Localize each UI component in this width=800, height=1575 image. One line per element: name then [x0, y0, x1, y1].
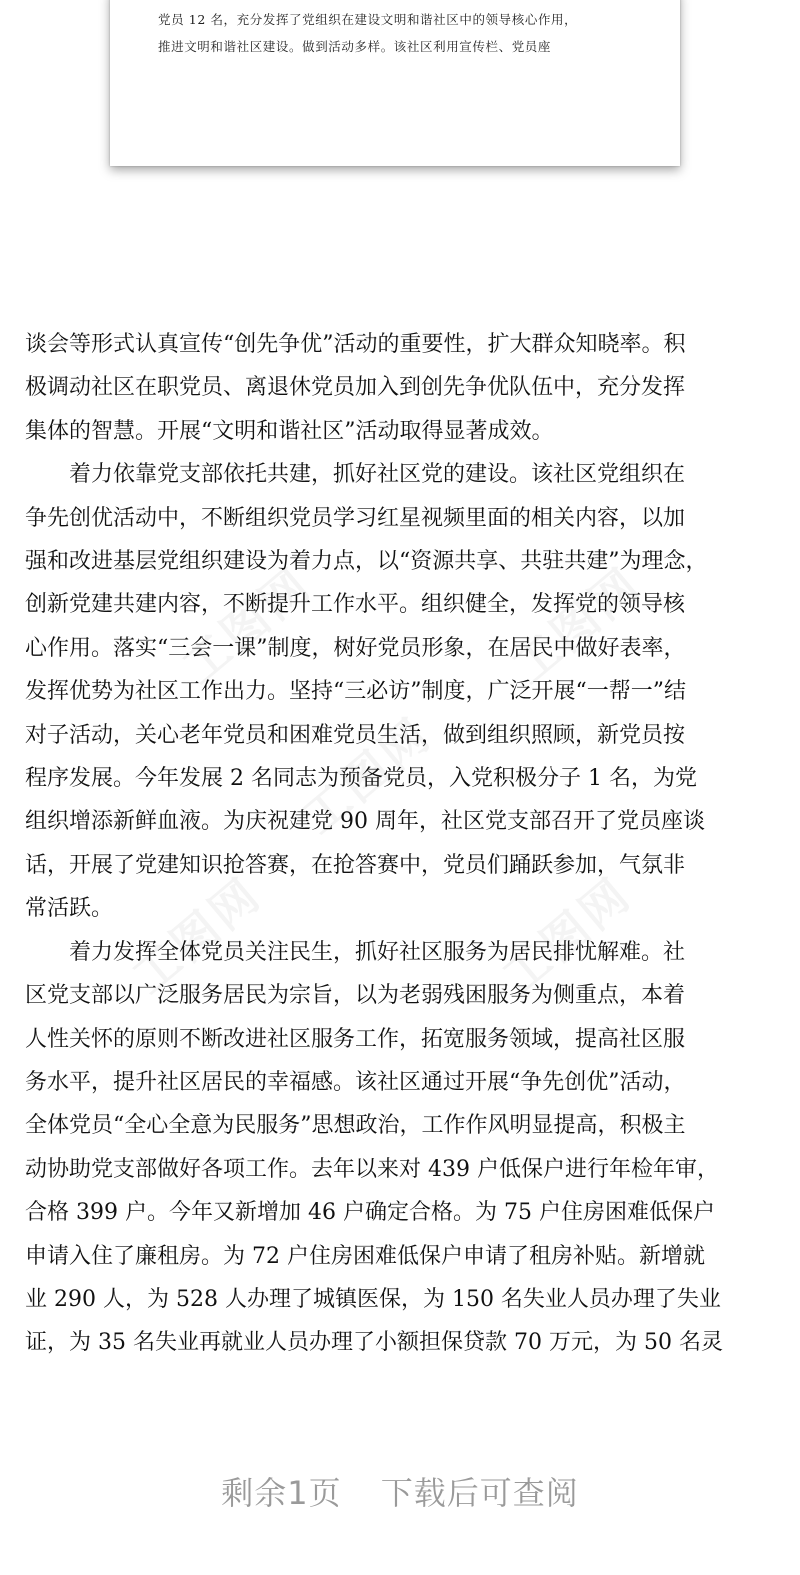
download-hint-label: 下载后可查阅	[380, 1474, 579, 1512]
text-line: 集体的智慧。开展“文明和谐社区”活动取得显著成效。	[25, 418, 554, 444]
text-line: 组织增添新鲜血液。为庆祝建党 90 周年，社区党支部召开了党员座谈	[25, 809, 705, 835]
text-line: 发挥优势为社区工作出力。坚持“三必访”制度，广泛开展“一帮一”结	[25, 679, 686, 705]
preview-page-text	[158, 6, 658, 60]
preview-page-card	[110, 0, 680, 166]
text-line: 谈会等形式认真宣传“创先争优”活动的重要性，扩大群众知晓率。积	[25, 332, 686, 357]
text-line: 务水平，提升社区居民的幸福感。该社区通过开展“争先创优”活动，	[25, 1069, 686, 1095]
text-line: 动协助党支部做好各项工作。去年以来对 439 户低保户进行年检年审，	[25, 1156, 719, 1182]
watermark: 工图网	[172, 556, 322, 695]
text-line: 程序发展。今年发展 2 名同志为预备党员，入党积极分子 1 名，为党	[25, 766, 697, 792]
text-line: 合格 399 户。今年又新增加 46 户确定合格。为 75 户住房困难低保户	[25, 1200, 715, 1226]
text-line: 着力依靠党支部依托共建，抓好社区党的建设。该社区党组织在	[25, 462, 686, 488]
text-line: 着力发挥全体党员关注民生，抓好社区服务为居民排忧解难。社	[25, 939, 686, 965]
text-line: 极调动社区在职党员、离退休党员加入到创先争优队伍中，充分发挥	[25, 375, 686, 401]
text-line: 常活跃。	[25, 896, 114, 922]
text-line: 创新党建共建内容，不断提升工作水平。组织健全，发挥党的领导核	[25, 592, 686, 618]
text-line: 争先创优活动中，不断组织党员学习红星视频里面的相关内容，以加	[25, 505, 686, 531]
remaining-pages-label: 剩余1页	[221, 1474, 342, 1512]
text-line: 心作用。落实“三会一课”制度，树好党员形象，在居民中做好表率，	[25, 635, 686, 661]
watermark: 工图网	[292, 706, 442, 845]
text-line: 强和改进基层党组织建设为着力点，以“资源共享、共驻共建”为理念，	[25, 549, 708, 575]
preview-line: 党员 12 名，充分发挥了党组织在建设文明和谐社区中的领导核心作用，	[158, 12, 578, 27]
preview-line: 推进文明和谐社区建设。做到活动多样。该社区利用宣传栏、党员座	[158, 39, 552, 54]
text-line: 申请入住了廉租房。为 72 户住房困难低保户申请了租房补贴。新增就	[25, 1243, 705, 1269]
watermark: 工图网	[492, 866, 642, 1005]
text-line: 证，为 35 名失业再就业人员办理了小额担保贷款 70 万元，为 50 名灵	[25, 1330, 723, 1356]
text-line: 人性关怀的原则不断改进社区服务工作，拓宽服务领域，提高社区服	[25, 1026, 686, 1052]
text-line: 区党支部以广泛服务居民为宗旨，以为老弱残困服务为侧重点，本着	[25, 983, 686, 1009]
watermark: 工图网	[502, 556, 652, 695]
text-line: 业 290 人，为 528 人办理了城镇医保，为 150 名失业人员办理了失业	[25, 1286, 721, 1312]
text-line: 对子活动，关心老年党员和困难党员生活，做到组织照顾，新党员按	[25, 722, 686, 748]
watermark: 工图网	[122, 866, 272, 1005]
text-line: 全体党员“全心全意为民服务”思想政治，工作作风明显提高，积极主	[25, 1113, 686, 1139]
document-body	[25, 323, 785, 1365]
text-line: 话，开展了党建知识抢答赛，在抢答赛中，党员们踊跃参加，气氛非	[25, 852, 686, 878]
download-prompt[interactable]	[0, 1468, 800, 1514]
